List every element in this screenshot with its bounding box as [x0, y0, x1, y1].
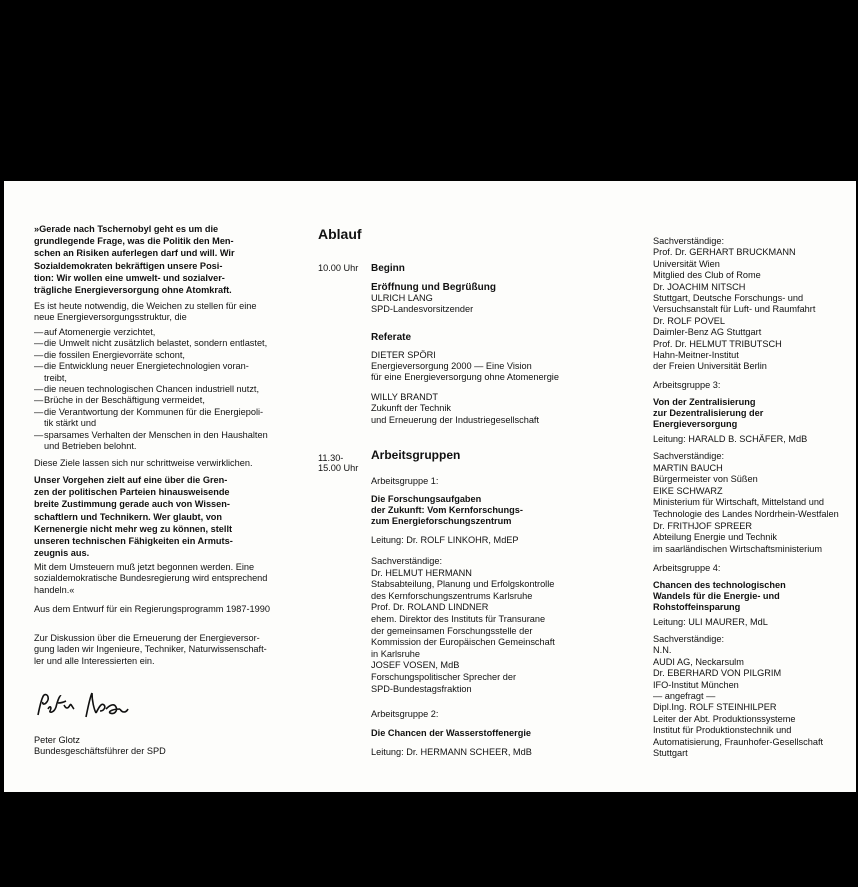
expert-line: der gemeinsamen Forschungsstelle der	[371, 625, 533, 636]
quote-line: Sozialdemokraten bekräftigen unsere Posi-	[34, 260, 223, 271]
talk-brandt-2: und Erneuerung der Industriegesellschaft	[371, 415, 540, 425]
ag1-label: Arbeitsgruppe 1:	[371, 476, 439, 486]
expert-line: Leiter der Abt. Produktionssysteme	[653, 713, 796, 724]
expert-line: Dr. FRITHJOF SPREER	[653, 520, 753, 531]
bullet-item	[34, 430, 268, 441]
expert-line: Dr. JOACHIM NITSCH	[653, 281, 746, 292]
expert-line: Kommission der Europäischen Gemeinschaft	[371, 637, 555, 648]
expert-line: JOSEF VOSEN, MdB	[371, 660, 460, 671]
bullet-item	[34, 350, 185, 361]
bullet-item	[34, 384, 259, 395]
source-note: Aus dem Entwurf für ein Regierungsprogramm 1987-1990	[34, 604, 270, 614]
ag1-title-2: der Zukunft: Vom Kernforschungs-	[371, 505, 523, 515]
talk-spoeri-2: für eine Energieversorgung ohne Atomenergie	[371, 372, 559, 382]
expert-line: Ministerium für Wirtschaft, Mittelstand und	[653, 497, 825, 508]
bullet-item	[34, 361, 249, 372]
heading-eroeffnung: Eröffnung und Begrüßung	[371, 282, 496, 293]
discussion-line: gung laden wir Ingenieure, Techniker, Naturwissenschaft-	[34, 644, 267, 655]
ag3-title-3: Energieversorgung	[653, 419, 738, 429]
bold-paragraph-line: zen der politischen Parteien hinausweisende	[34, 487, 230, 498]
expert-line: N.N.	[653, 645, 672, 656]
discussion-line: ler und alle Interessierten ein.	[34, 655, 155, 666]
umsteuern-line: Mit dem Umsteuern muß jetzt begonnen werden. Eine	[34, 562, 255, 572]
ag1-title-1: Die Forschungsaufgaben	[371, 494, 482, 504]
expert-line: Daimler-Benz AG Stuttgart	[653, 327, 762, 338]
expert-line: Forschungspolitischer Sprecher der	[371, 672, 517, 682]
heading-referate: Referate	[371, 332, 412, 343]
ag3-title-2: zur Dezentralisierung der	[653, 408, 764, 418]
talk-spoeri-1: Energieversorgung 2000 — Eine Vision	[371, 361, 532, 371]
expert-line: im saarländischen Wirtschaftsministerium	[653, 543, 822, 554]
bullet-item	[34, 441, 136, 452]
umsteuern-line: handeln.«	[34, 584, 75, 595]
bullet-text: die Entwicklung neuer Energietechnologien voran-	[44, 361, 249, 372]
bullet-item	[34, 373, 67, 384]
bullet-dash: —	[34, 349, 44, 360]
bullet-text: treibt,	[44, 372, 67, 383]
ag4-title-2: Wandels für die Energie- und	[653, 591, 780, 601]
expert-line: ehem. Direktor des Instituts für Transurane	[371, 614, 546, 624]
expert-line: Dr. HELMUT HERMANN	[371, 567, 472, 578]
bullet-dash: —	[34, 361, 44, 372]
bullet-item	[34, 338, 267, 349]
bullet-item	[34, 407, 263, 418]
speaker-spoeri: DIETER SPÖRI	[371, 350, 436, 360]
bullet-text: die Verantwortung der Kommunen für die Energiepoli-	[44, 406, 264, 417]
expert-line: Dipl.Ing. ROLF STEINHILPER	[653, 702, 777, 713]
quote-line: »Gerade nach Tschernobyl geht es um die	[34, 224, 219, 234]
heading-beginn: Beginn	[371, 263, 405, 274]
time-workshops-2: 15.00 Uhr	[318, 463, 359, 473]
ag2-lead: Leitung: Dr. HERMANN SCHEER, MdB	[371, 747, 532, 757]
document-page	[4, 181, 856, 792]
expert-line: Dr. EBERHARD VON PILGRIM	[653, 668, 782, 679]
signature-image	[34, 687, 139, 727]
speaker-brandt: WILLY BRANDT	[371, 392, 439, 402]
expert-line: des Kernforschungszentrums Karlsruhe	[371, 590, 533, 601]
intro-line: neue Energieversorgungsstruktur, die	[34, 312, 187, 323]
expert-line: in Karlsruhe	[371, 648, 421, 659]
expert-line: Universität Wien	[653, 258, 720, 269]
quote-line: trägliche Energieversorgung ohne Atomkraft.	[34, 285, 232, 295]
signer-name: Peter Glotz	[34, 735, 80, 745]
quote-line: tion: Wir wollen eine umwelt- und sozialver-	[34, 272, 225, 283]
expert-line: Dr. ROLF POVEL	[653, 315, 725, 326]
bold-paragraph-line: zeugnis aus.	[34, 548, 90, 559]
expert-line: Institut für Produktionstechnik und	[653, 725, 792, 736]
bullet-text: die fossilen Energievorräte schont,	[44, 349, 185, 360]
bullet-dash: —	[34, 406, 44, 417]
bullet-item	[34, 418, 96, 429]
discussion-line: Zur Diskussion über die Erneuerung der Energieversor-	[34, 633, 260, 643]
expert-line: Stuttgart	[653, 748, 688, 758]
expert-line: Sachverständige:	[653, 634, 724, 644]
expert-line: Hahn-Meitner-Institut	[653, 350, 739, 360]
ag4-lead: Leitung: ULI MAURER, MdL	[653, 617, 768, 627]
ag2-label: Arbeitsgruppe 2:	[371, 709, 439, 719]
bullet-dash: —	[34, 395, 44, 406]
bullet-dash: —	[34, 429, 44, 440]
time-workshops-1: 11.30-	[318, 453, 344, 463]
ag3-lead: Leitung: HARALD B. SCHÄFER, MdB	[653, 434, 808, 444]
bullet-text: Brüche in der Beschäftigung vermeidet,	[44, 395, 205, 406]
ag4-label: Arbeitsgruppe 4:	[653, 563, 721, 573]
expert-line: Sachverständige:	[371, 556, 442, 566]
bullet-item	[34, 395, 205, 406]
expert-line: MARTIN BAUCH	[653, 462, 723, 473]
expert-line: Abteilung Energie und Technik	[653, 532, 777, 543]
ag4-title-1: Chancen des technologischen	[653, 580, 786, 590]
bold-paragraph-line: Kernenergie nicht mehr weg zu können, stellt	[34, 523, 233, 534]
expert-line: der Freien Universität Berlin	[653, 361, 767, 372]
bold-paragraph-line: Unser Vorgehen zielt auf eine über die Gren-	[34, 475, 228, 485]
expert-line: Automatisierung, Fraunhofer-Gesellschaft	[653, 736, 824, 747]
quote-line: grundlegende Frage, was die Politik den Men-	[34, 236, 234, 247]
speaker-lang: ULRICH LANG	[371, 293, 433, 303]
bullet-text: auf Atomenergie verzichtet,	[44, 327, 156, 337]
expert-line: SPD-Bundestagsfraktion	[371, 683, 472, 694]
expert-line: Sachverständige:	[653, 451, 724, 461]
signer-title: Bundesgeschäftsführer der SPD	[34, 746, 166, 756]
bold-paragraph-line: unseren technischen Fähigkeiten ein Armuts-	[34, 536, 233, 546]
ag1-lead: Leitung: Dr. ROLF LINKOHR, MdEP	[371, 535, 519, 545]
ag3-label: Arbeitsgruppe 3:	[653, 380, 721, 390]
bold-paragraph-line: schaftlern und Technikern. Wer glaubt, von	[34, 511, 223, 522]
goals-text: Diese Ziele lassen sich nur schrittweise verwirklichen.	[34, 458, 253, 468]
expert-line: Stabsabteilung, Planung und Erfolgskontrolle	[371, 579, 555, 590]
heading-arbeitsgruppen: Arbeitsgruppen	[371, 448, 461, 462]
expert-line: Sachverständige:	[653, 236, 724, 246]
expert-line: Stuttgart, Deutsche Forschungs- und	[653, 293, 804, 303]
talk-brandt-1: Zukunft der Technik	[371, 403, 452, 413]
bullet-text: tik stärkt und	[44, 418, 97, 429]
bullet-item	[34, 327, 155, 338]
bullet-text: sparsames Verhalten der Menschen in den Haushalten	[44, 429, 268, 440]
expert-line: Versuchsanstalt für Luft- und Raumfahrt	[653, 304, 816, 315]
expert-line: Prof. Dr. GERHART BRUCKMANN	[653, 247, 796, 258]
expert-line: IFO-Institut München	[653, 679, 739, 690]
quote-line: schen an Risiken auferlegen darf und will. Wir	[34, 248, 235, 259]
expert-line: — angefragt —	[653, 691, 716, 701]
expert-line: Prof. Dr. HELMUT TRIBUTSCH	[653, 338, 782, 349]
intro-line: Es ist heute notwendig, die Weichen zu stellen für eine	[34, 301, 257, 311]
speaker-lang-role: SPD-Landesvorsitzender	[371, 304, 474, 314]
expert-line: Prof. Dr. ROLAND LINDNER	[371, 602, 489, 613]
expert-line: Technologie des Landes Nordrhein-Westfalen	[653, 509, 839, 519]
expert-line: Mitglied des Club of Rome	[653, 270, 761, 281]
section-title-ablauf: Ablauf	[318, 226, 362, 242]
time-start: 10.00 Uhr	[318, 263, 359, 273]
expert-line: Bürgermeister von Süßen	[653, 474, 758, 485]
bullet-text: und Betrieben belohnt.	[44, 441, 137, 451]
ag2-title: Die Chancen der Wasserstoffenergie	[371, 728, 531, 738]
bullet-dash: —	[34, 338, 44, 349]
umsteuern-line: sozialdemokratische Bundesregierung wird entsprechend	[34, 573, 268, 584]
expert-line: EIKE SCHWARZ	[653, 485, 723, 496]
bullet-text: die neuen technologischen Chancen industriell nutzt,	[44, 384, 260, 394]
bullet-dash: —	[34, 327, 44, 337]
bold-paragraph-line: breite Zustimmung gerade auch von Wissen-	[34, 499, 230, 510]
ag4-title-3: Rohstoffeinsparung	[653, 602, 741, 612]
ag3-title-1: Von der Zentralisierung	[653, 397, 756, 407]
expert-line: AUDI AG, Neckarsulm	[653, 656, 744, 667]
bullet-dash: —	[34, 384, 44, 394]
ag1-title-3: zum Energieforschungszentrum	[371, 516, 512, 526]
bullet-text: die Umwelt nicht zusätzlich belastet, sondern entlastet,	[44, 338, 268, 349]
